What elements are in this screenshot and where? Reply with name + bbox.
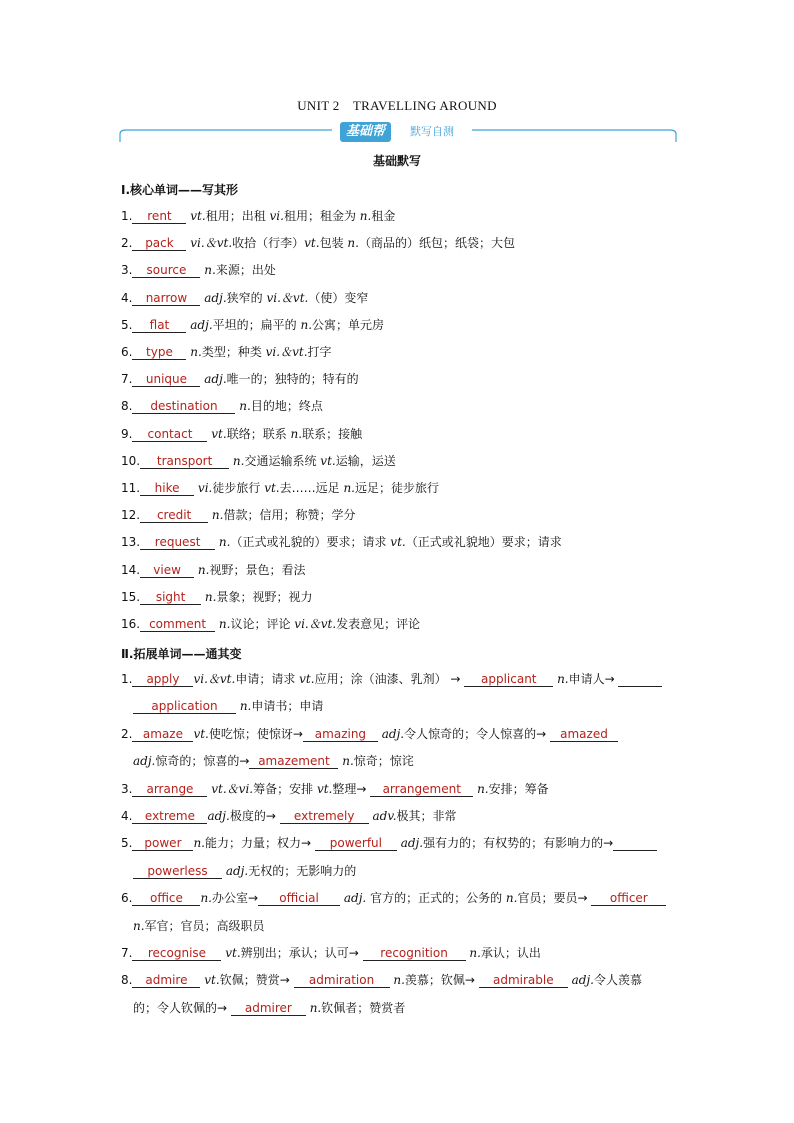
vocab-item bbox=[121, 507, 355, 523]
part-of-speech: n. bbox=[200, 891, 212, 906]
derivation-continuation bbox=[133, 1000, 405, 1016]
answer-blank: powerless bbox=[133, 864, 222, 879]
answer-blank: admirer bbox=[231, 1001, 306, 1016]
derivation-item bbox=[121, 808, 457, 824]
part-of-speech: vt. bbox=[299, 672, 315, 686]
definition: 钦佩者；赞赏者 bbox=[321, 1000, 406, 1015]
answer-blank: transport bbox=[140, 454, 229, 469]
answer-blank: narrow bbox=[132, 291, 200, 306]
definition: 租用；出租 bbox=[205, 209, 270, 223]
part-of-speech: vt. bbox=[200, 973, 220, 988]
answer-blank: office bbox=[132, 891, 200, 906]
vocab-item bbox=[121, 262, 276, 278]
item-number: 1. bbox=[121, 209, 133, 223]
vocab-item bbox=[121, 453, 396, 469]
item-number: 14. bbox=[121, 562, 141, 577]
definition: 联系；接触 bbox=[302, 426, 363, 441]
answer-blank: extremely bbox=[280, 809, 369, 824]
definition: 类型；种类 bbox=[201, 345, 266, 359]
definition: 应用；涂（油漆、乳剂） → bbox=[314, 672, 465, 686]
part-of-speech: vt. bbox=[190, 209, 206, 223]
definition: 官方的；正式的；公务的 bbox=[370, 891, 506, 906]
answer-blank: admirable bbox=[479, 973, 568, 988]
answer-blank: request bbox=[140, 535, 215, 550]
definition: 申请；请求 bbox=[235, 672, 300, 686]
part-of-speech: n. bbox=[193, 836, 205, 851]
item-number: 2. bbox=[121, 726, 133, 741]
answer-blank: amazed bbox=[550, 727, 618, 742]
item-number: 4. bbox=[121, 290, 133, 305]
banner-subtitle: 默写自测 bbox=[410, 125, 454, 138]
vocab-item bbox=[121, 317, 384, 333]
derivation-item bbox=[121, 945, 541, 961]
definition: 整理→ bbox=[332, 781, 371, 796]
definition: 令人惊奇的；令人惊喜的→ bbox=[404, 726, 550, 741]
definition: 借款；信用；称赞；学分 bbox=[223, 508, 356, 523]
derivation-continuation bbox=[133, 698, 323, 714]
answer-blank: rent bbox=[132, 209, 186, 224]
item-number: 7. bbox=[121, 946, 133, 960]
part-of-speech: vt.＆vi. bbox=[207, 781, 254, 796]
answer-blank bbox=[618, 672, 662, 687]
part-of-speech: n. bbox=[300, 317, 313, 332]
item-number: 3. bbox=[121, 263, 133, 278]
part-of-speech: n. bbox=[505, 891, 518, 906]
definition: （商品的）纸包；纸袋；大包 bbox=[358, 236, 515, 251]
part1-heading: Ⅰ.核心单词——写其形 bbox=[121, 183, 239, 197]
item-number: 15. bbox=[121, 589, 141, 604]
part-of-speech: n. bbox=[465, 946, 481, 960]
definition: 包装 bbox=[319, 236, 348, 251]
answer-blank: destination bbox=[132, 399, 235, 414]
answer-blank: flat bbox=[132, 318, 186, 333]
definition: 筹备；安排 bbox=[253, 781, 317, 796]
part-of-speech: n. bbox=[232, 453, 245, 468]
answer-blank: source bbox=[132, 263, 200, 278]
answer-blank: admiration bbox=[294, 973, 390, 988]
derivation-continuation bbox=[133, 753, 414, 769]
derivation-item bbox=[121, 890, 666, 906]
part-of-speech: adv. bbox=[368, 809, 397, 823]
part-of-speech: adj. bbox=[190, 317, 213, 332]
item-number: 16. bbox=[121, 617, 141, 631]
definition: 极其；非常 bbox=[396, 809, 457, 823]
answer-blank: amazing bbox=[303, 727, 378, 742]
definition: 安排；筹备 bbox=[488, 781, 549, 796]
part-of-speech: vi.＆vt. bbox=[265, 345, 308, 359]
answer-blank: recognition bbox=[363, 946, 466, 961]
definition: 去……远足 bbox=[279, 481, 344, 495]
derivation-item bbox=[121, 835, 657, 851]
part-of-speech: n. bbox=[343, 481, 355, 495]
unit-title: UNIT 2 TRAVELLING AROUND bbox=[297, 98, 497, 113]
item-number: 8. bbox=[121, 399, 133, 414]
definition: 视野；景色；看法 bbox=[209, 562, 306, 577]
vocab-item bbox=[121, 589, 312, 605]
vocab-item bbox=[121, 426, 362, 442]
item-number: 9. bbox=[121, 426, 133, 441]
definition: 使吃惊；使惊讶→ bbox=[208, 726, 303, 741]
definition: 狭窄的 bbox=[226, 290, 267, 305]
part-of-speech: vt. bbox=[320, 453, 336, 468]
definition: 公寓；单元房 bbox=[312, 317, 385, 332]
part-of-speech: vi. bbox=[269, 209, 284, 223]
definition: 平坦的；扁平的 bbox=[212, 317, 301, 332]
answer-blank: extreme bbox=[132, 809, 207, 824]
item-number: 13. bbox=[121, 535, 141, 550]
item-number: 2. bbox=[121, 236, 133, 251]
part-of-speech: n. bbox=[190, 345, 202, 359]
part-of-speech: vi.＆vt. bbox=[294, 617, 337, 631]
answer-blank: application bbox=[133, 699, 236, 714]
answer-blank: official bbox=[258, 891, 340, 906]
answer-blank: applicant bbox=[464, 672, 553, 687]
part-of-speech: n. bbox=[239, 399, 251, 414]
definition: （使）变窄 bbox=[308, 290, 369, 305]
definition: 官员；要员→ bbox=[517, 891, 592, 906]
definition: 租金 bbox=[371, 209, 396, 223]
definition: 承认；认出 bbox=[480, 946, 541, 960]
vocab-item bbox=[121, 371, 359, 387]
banner-rule bbox=[118, 120, 678, 146]
vocab-item bbox=[121, 344, 332, 360]
part-of-speech: n. bbox=[389, 973, 405, 988]
part-of-speech: n. bbox=[338, 754, 354, 769]
part-of-speech: vt. bbox=[193, 726, 209, 741]
part-of-speech: adj. bbox=[396, 836, 424, 851]
part-of-speech: n. bbox=[197, 562, 210, 577]
answer-blank: apply bbox=[132, 672, 193, 687]
part-of-speech: n. bbox=[218, 535, 231, 550]
part-of-speech: n. bbox=[473, 781, 489, 796]
part-of-speech: vi. bbox=[197, 481, 213, 495]
answer-blank: power bbox=[132, 836, 193, 851]
part-of-speech: n. bbox=[553, 672, 569, 686]
part-of-speech: adj. bbox=[204, 372, 227, 387]
item-number: 5. bbox=[121, 317, 133, 332]
answer-blank: arrange bbox=[132, 782, 207, 797]
vocab-item bbox=[121, 235, 515, 251]
definition: 运输，运送 bbox=[335, 453, 396, 468]
definition: 无权的；无影响力的 bbox=[248, 863, 357, 878]
part-of-speech: n. bbox=[133, 918, 145, 933]
answer-blank: powerful bbox=[315, 836, 397, 851]
derivation-continuation bbox=[133, 863, 356, 879]
part-of-speech: n. bbox=[305, 1000, 322, 1015]
derivation-item bbox=[121, 781, 549, 797]
definition: 令人羡慕 bbox=[593, 973, 642, 988]
part-of-speech: n. bbox=[204, 589, 217, 604]
derivation-continuation bbox=[133, 918, 265, 934]
item-number: 4. bbox=[121, 809, 133, 823]
definition: 收拾（行李） bbox=[232, 236, 305, 251]
item-number: 8. bbox=[121, 973, 133, 988]
answer-blank bbox=[613, 836, 657, 851]
answer-blank: amaze bbox=[132, 727, 193, 742]
definition: 目的地；终点 bbox=[250, 399, 323, 414]
part-of-speech: vt. bbox=[211, 426, 227, 441]
definition: 远足；徒步旅行 bbox=[354, 481, 439, 495]
part-of-speech: n. bbox=[347, 236, 359, 251]
answer-blank: sight bbox=[140, 590, 201, 605]
item-number: 11. bbox=[121, 481, 141, 495]
part-of-speech: adj. bbox=[207, 809, 230, 823]
vocab-item bbox=[121, 562, 305, 578]
part-of-speech: adj. bbox=[222, 863, 249, 878]
definition: 议论；评论 bbox=[230, 617, 295, 631]
part-of-speech: vt. bbox=[316, 781, 333, 796]
part-of-speech: n. bbox=[204, 263, 216, 278]
part-of-speech: n. bbox=[290, 426, 303, 441]
part-of-speech: vt. bbox=[390, 535, 406, 550]
definition: 能力；力量；权力→ bbox=[205, 836, 315, 851]
definition: 景象；视野；视力 bbox=[216, 589, 313, 604]
definition: 极度的→ bbox=[229, 809, 280, 823]
section-heading: 基础默写 bbox=[372, 154, 421, 168]
item-number: 6. bbox=[121, 891, 133, 906]
definition: 唯一的；独特的；特有的 bbox=[226, 372, 359, 387]
definition: 发表意见；评论 bbox=[336, 617, 421, 631]
answer-blank: credit bbox=[140, 508, 208, 523]
part-of-speech: vt. bbox=[304, 236, 320, 251]
answer-blank: comment bbox=[140, 617, 215, 632]
item-number: 12. bbox=[121, 508, 141, 523]
definition: 联络；联系 bbox=[226, 426, 291, 441]
vocab-item bbox=[121, 398, 323, 414]
part-of-speech: adj. bbox=[204, 290, 227, 305]
definition: 强有力的；有权势的；有影响力的→ bbox=[423, 836, 614, 851]
derivation-item bbox=[121, 972, 642, 988]
item-number: 5. bbox=[121, 836, 133, 851]
definition: 钦佩；赞赏→ bbox=[219, 973, 294, 988]
answer-blank: officer bbox=[591, 891, 666, 906]
definition: （正式或礼貌地）要求；请求 bbox=[405, 535, 562, 550]
derivation-item bbox=[121, 671, 662, 687]
definition: 租用；租金为 bbox=[283, 209, 360, 223]
answer-blank: hike bbox=[140, 481, 194, 496]
vocab-item bbox=[121, 616, 420, 632]
derivation-item bbox=[121, 726, 618, 742]
answer-blank: pack bbox=[132, 236, 186, 251]
definition: 的；令人钦佩的→ bbox=[133, 1000, 231, 1015]
item-number: 7. bbox=[121, 372, 133, 387]
definition: 来源；出处 bbox=[215, 263, 276, 278]
answer-blank: arrangement bbox=[370, 782, 473, 797]
part-of-speech: vt. bbox=[221, 946, 241, 960]
part-of-speech: n. bbox=[236, 699, 252, 714]
answer-blank: view bbox=[140, 563, 194, 578]
part-of-speech: vi.＆vt. bbox=[193, 672, 236, 686]
banner-badge: 基础帮 bbox=[340, 122, 391, 142]
definition: 惊奇；惊诧 bbox=[353, 754, 414, 769]
part2-heading: Ⅱ.拓展单词——通其变 bbox=[121, 647, 242, 661]
definition: 打字 bbox=[307, 345, 332, 359]
part-of-speech: n. bbox=[218, 617, 231, 631]
part-of-speech: adj. bbox=[340, 891, 371, 906]
answer-blank: admire bbox=[132, 973, 200, 988]
part-of-speech: vi.＆vt. bbox=[190, 236, 233, 251]
item-number: 10. bbox=[121, 453, 141, 468]
vocab-item bbox=[121, 290, 368, 306]
part-of-speech: vi.＆vt. bbox=[266, 290, 309, 305]
vocab-item bbox=[121, 480, 439, 496]
answer-blank: amazement bbox=[249, 754, 338, 769]
part-of-speech: n. bbox=[359, 209, 372, 223]
answer-blank: type bbox=[132, 345, 186, 360]
answer-blank: unique bbox=[132, 372, 200, 387]
definition: 申请人→ bbox=[568, 672, 619, 686]
vocab-item bbox=[121, 534, 562, 550]
part-of-speech: adj. bbox=[567, 973, 594, 988]
item-number: 6. bbox=[121, 345, 133, 359]
definition: 徒步旅行 bbox=[212, 481, 265, 495]
answer-blank: recognise bbox=[132, 946, 221, 961]
answer-blank: contact bbox=[132, 427, 207, 442]
definition: 办公室→ bbox=[212, 891, 259, 906]
part-of-speech: adj. bbox=[377, 726, 405, 741]
part-of-speech: n. bbox=[211, 508, 224, 523]
definition: 申请书；申请 bbox=[251, 699, 324, 714]
definition: 交通运输系统 bbox=[244, 453, 321, 468]
part-of-speech: vt. bbox=[264, 481, 280, 495]
vocab-item bbox=[121, 208, 395, 224]
section-banner bbox=[118, 120, 678, 146]
item-number: 3. bbox=[121, 781, 133, 796]
part-of-speech: adj. bbox=[133, 754, 156, 769]
definition: 惊奇的；惊喜的→ bbox=[155, 754, 250, 769]
definition: （正式或礼貌的）要求；请求 bbox=[230, 535, 391, 550]
definition: 军官；官员；高级职员 bbox=[144, 918, 265, 933]
definition: 辨别出；承认；认可→ bbox=[240, 946, 363, 960]
item-number: 1. bbox=[121, 672, 133, 686]
definition: 羡慕；钦佩→ bbox=[404, 973, 479, 988]
